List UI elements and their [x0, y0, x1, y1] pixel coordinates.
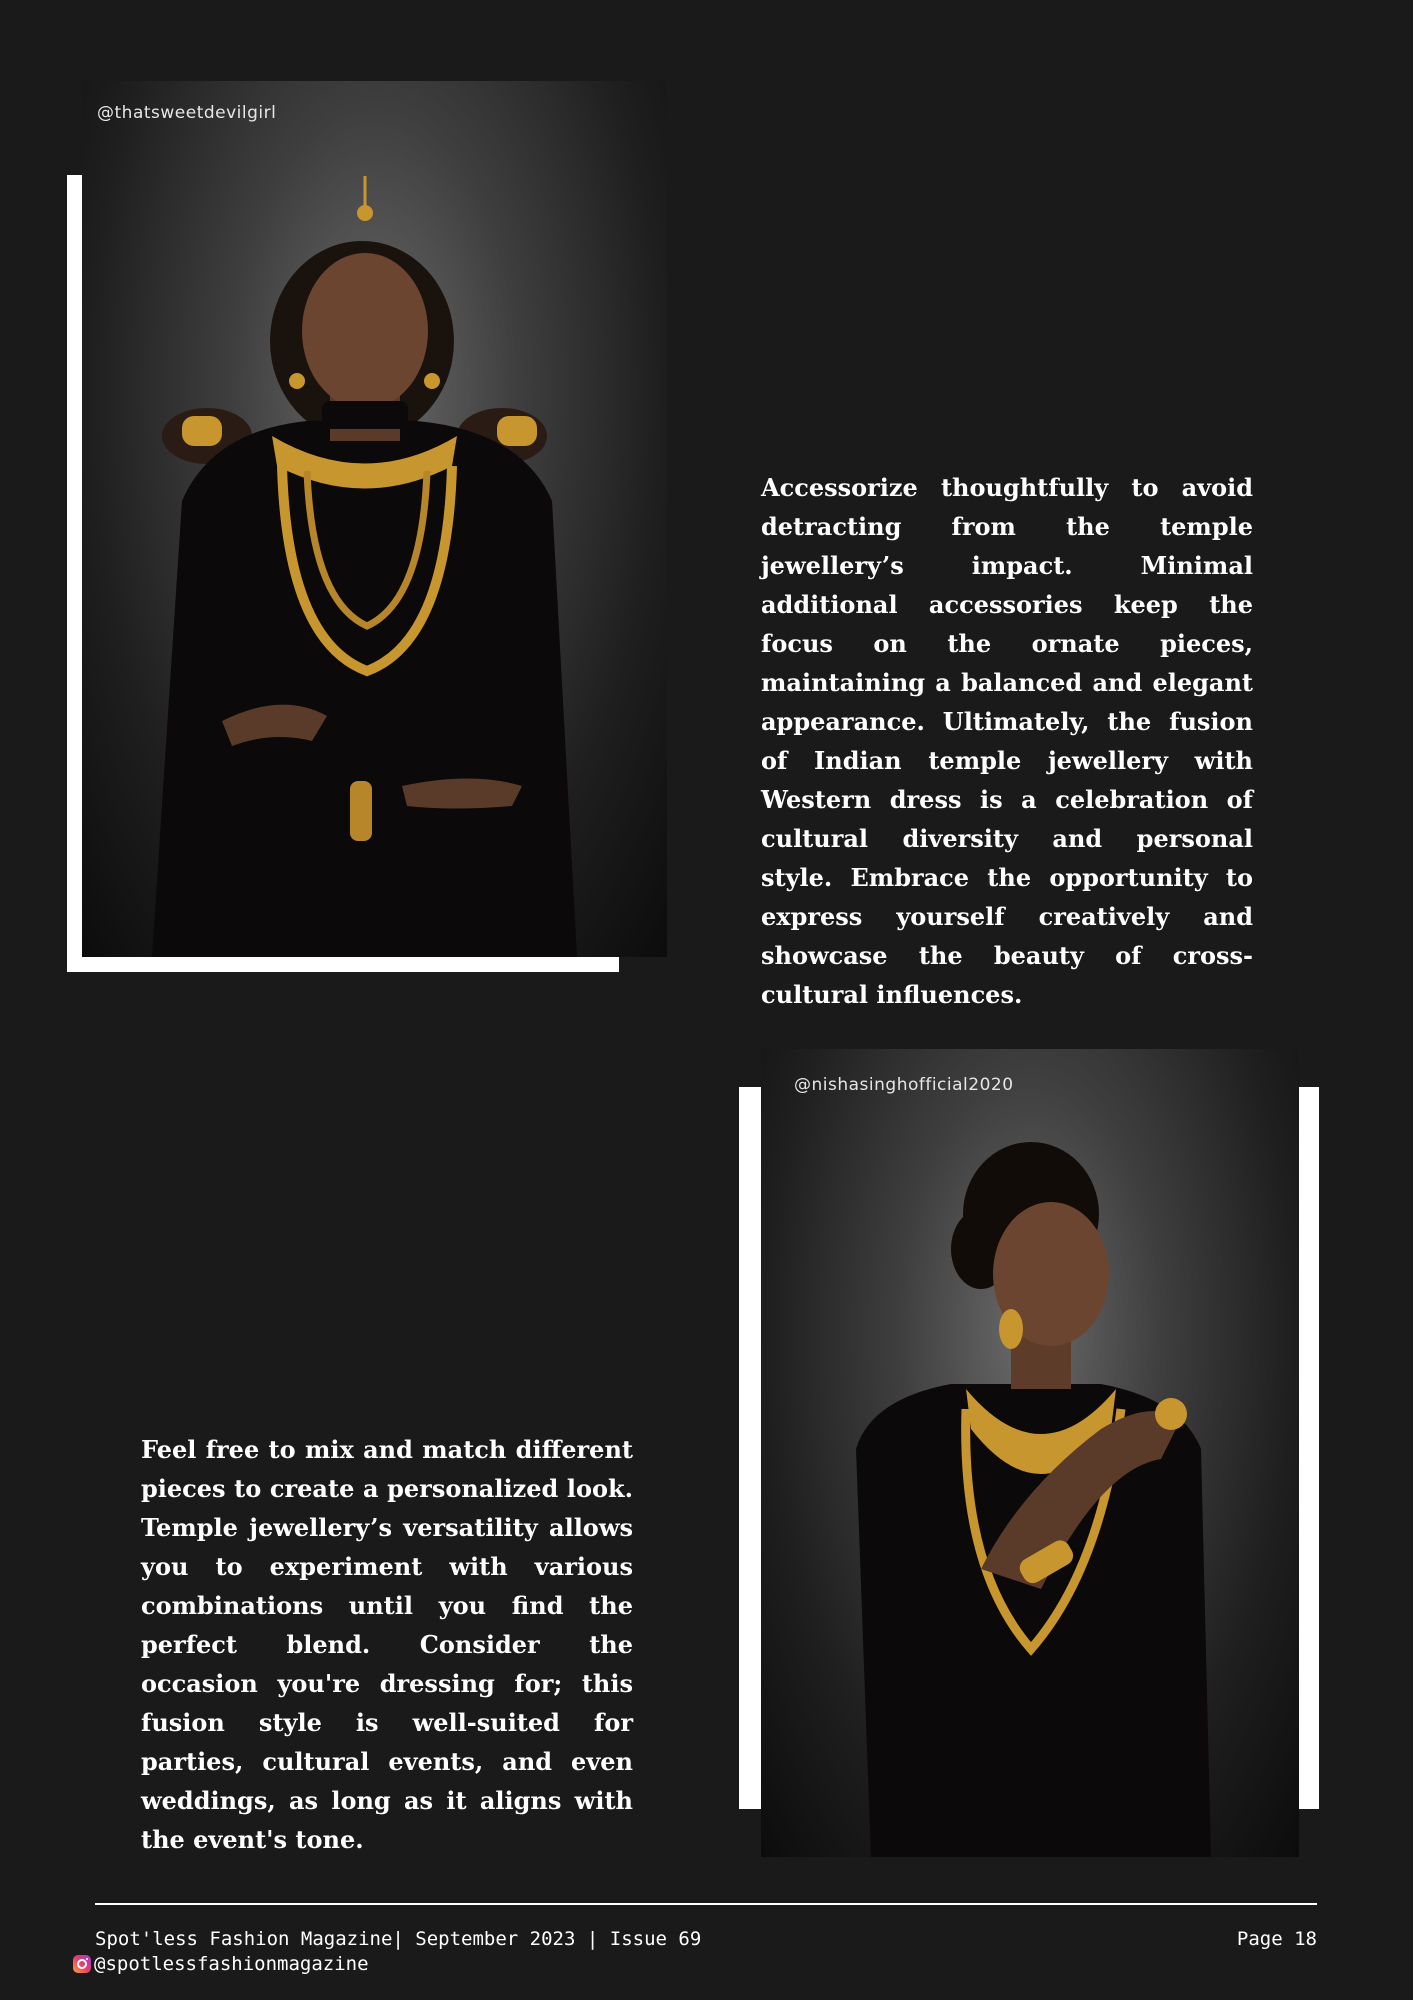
footer-page-number: Page 18	[1236, 1928, 1317, 1950]
model-illustration-top	[82, 81, 667, 957]
photo-credit-bottom: @nishasinghofficial2020	[794, 1075, 1014, 1095]
model-photo-top	[82, 81, 667, 957]
footer-divider	[95, 1903, 1317, 1905]
paragraph-mix-and-match: Feel free to mix and match different pieces to create a personalized look. Temple jewellery’s versatility allows you to experiment with various combinations until you find the perfect blend. Consider the occasion you're dressing for; this fusion style is well-suited for parties, cultural events, and even weddings, as long as it aligns with the event's tone.	[141, 1435, 633, 1854]
model-illustration-bottom	[761, 1049, 1299, 1857]
paragraph-accessorize: Accessorize thoughtfully to avoid detracting from the temple jewellery’s impact. Minimal additional accessories keep the focus on the ornate pieces, maintaining a balanced and elegant appearance. Ultimately, the fusion of Indian temple jewellery with Western dress is a celebration of cultural diversity and personal style. Embrace the opportunity to express yourself creatively and showcase the beauty of cross-cultural influences.	[761, 473, 1253, 1009]
instagram-icon[interactable]	[73, 1955, 91, 1973]
photo-credit-top: @thatsweetdevilgirl	[97, 103, 277, 123]
model-photo-bottom	[761, 1049, 1299, 1857]
footer-publication: Spot'less Fashion Magazine| September 2023 | Issue 69	[95, 1928, 702, 1950]
footer-social-handle[interactable]: @spotlessfashionmagazine	[94, 1953, 369, 1975]
